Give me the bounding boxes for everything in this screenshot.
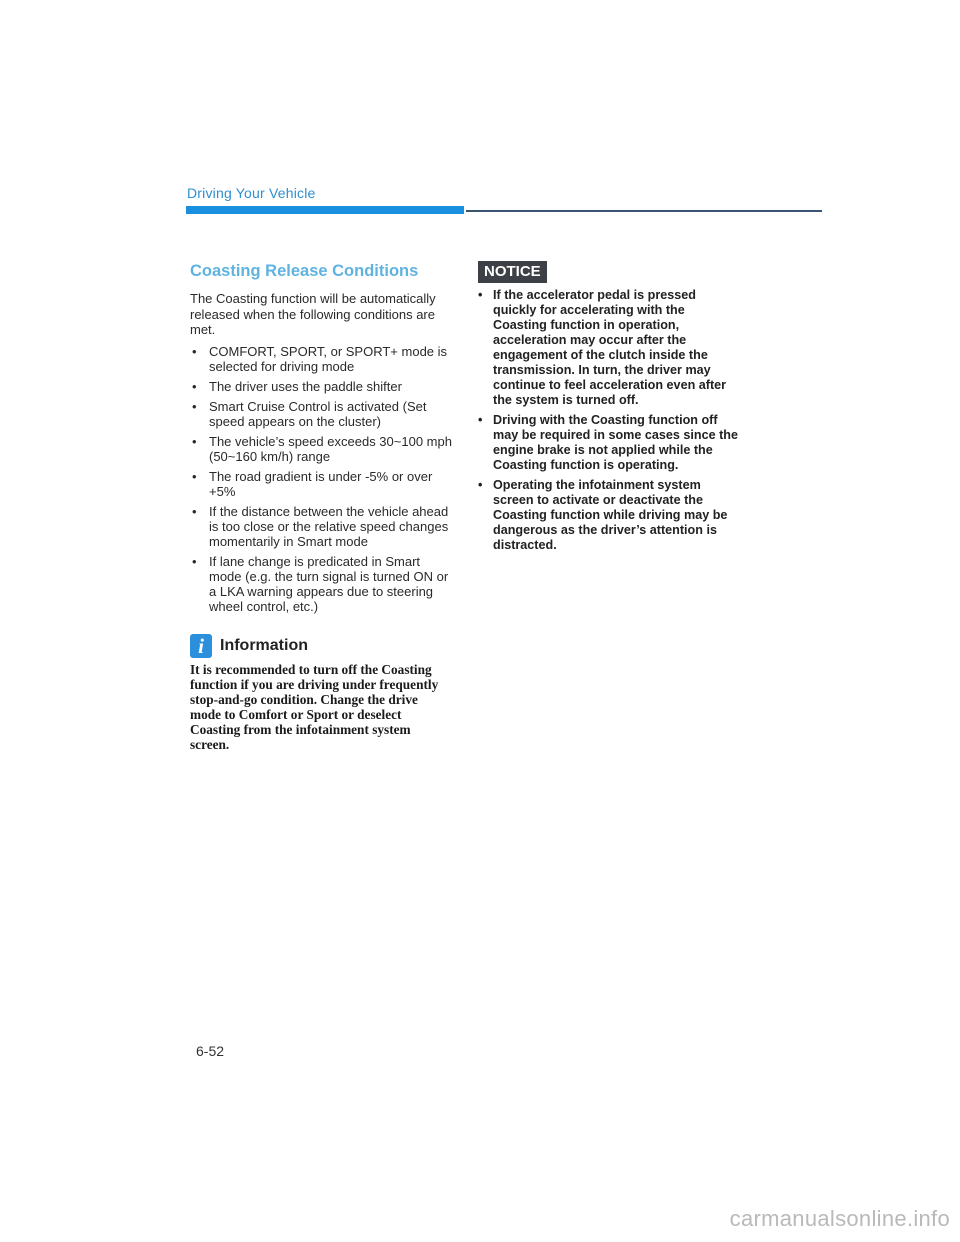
list-item: • The driver uses the paddle shifter	[192, 378, 402, 394]
information-header	[190, 634, 452, 658]
release-conditions-list	[190, 344, 452, 614]
bullet-icon: •	[192, 398, 197, 414]
section-header-title: Driving Your Vehicle	[187, 185, 316, 201]
list-item: • Operating the infotainment system screen to activate or deactivate the Coasting function while driving may be dangerous as the driver’s attention is distracted.	[478, 478, 728, 552]
coasting-intro-text: The Coasting function will be automatically released when the following conditions are met.	[190, 291, 436, 337]
bullet-icon: •	[478, 478, 483, 492]
bullet-icon: •	[192, 343, 197, 359]
list-item: • If the distance between the vehicle ahead is too close or the relative speed changes momentarily in Smart mode	[192, 503, 449, 549]
bullet-icon: •	[192, 468, 197, 484]
information-title: Information	[220, 636, 308, 654]
watermark: carmanualsonline.info	[729, 1206, 950, 1231]
right-column	[478, 261, 740, 558]
header-accent-bar	[186, 206, 464, 214]
information-body: It is recommended to turn off the Coasting function if you are driving under frequently stop-and-go condition. Change the drive mode to Comfort or Sport or deselect Coasting from the infotainment system screen.	[190, 661, 439, 752]
notice-list	[478, 288, 740, 553]
list-item: • Driving with the Coasting function off may be required in some cases since the engine brake is not applied while the Coasting function is operating.	[478, 413, 738, 472]
bullet-icon: •	[192, 378, 197, 394]
bullet-icon: •	[478, 288, 483, 302]
list-item: • The road gradient is under -5% or over +5%	[192, 468, 433, 499]
page-number: 6-52	[196, 1043, 225, 1059]
bullet-icon: •	[192, 553, 197, 569]
list-item: • If the accelerator pedal is pressed quickly for accelerating with the Coasting function in operation, acceleration may occur after the engagement of the clutch inside the transmission. In turn, the driver may continue to feel acceleration even after the system is turned off.	[478, 288, 727, 407]
list-item: • The vehicle’s speed exceeds 30~100 mph (50~160 km/h) range	[192, 433, 452, 464]
bullet-icon: •	[192, 433, 197, 449]
information-icon: i	[190, 634, 212, 658]
bullet-icon: •	[192, 503, 197, 519]
bullet-icon: •	[478, 413, 483, 427]
left-column	[190, 262, 452, 752]
notice-badge: NOTICE	[478, 261, 547, 283]
coasting-release-title: Coasting Release Conditions	[190, 262, 419, 280]
list-item: • COMFORT, SPORT, or SPORT+ mode is selected for driving mode	[192, 343, 448, 374]
header-rule	[466, 210, 822, 212]
list-item: • If lane change is predicated in Smart mode (e.g. the turn signal is turned ON or a LKA warning appears due to steering wheel control, etc.)	[192, 553, 449, 614]
list-item: • Smart Cruise Control is activated (Set speed appears on the cluster)	[192, 398, 427, 429]
